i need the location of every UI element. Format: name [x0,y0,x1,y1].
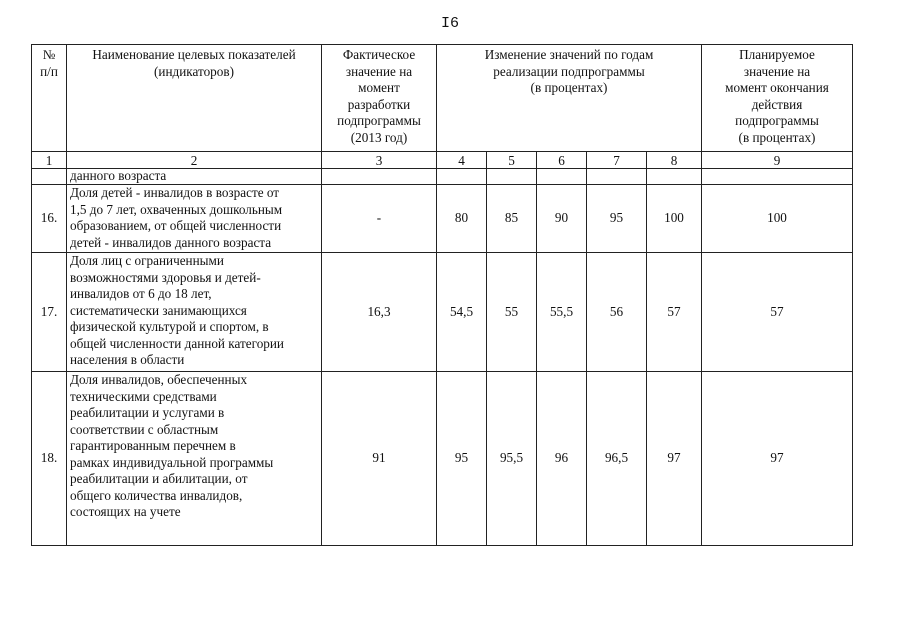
year-value: 96 [537,372,587,546]
column-number: 3 [322,152,437,169]
header-yearly-change: Изменение значений по годам реализации подпрограммы (в процентах) [437,45,702,152]
year-value: 95 [587,185,647,253]
page-number: I6 [441,15,460,32]
year-value: 95 [437,372,487,546]
year-value: 54,5 [437,253,487,372]
year-value: 55 [487,253,537,372]
header-indicator-name: Наименование целевых показателей (индикаторов) [67,45,322,152]
column-number-row [32,152,853,169]
planned-value: 57 [702,253,853,372]
year-value: 95,5 [487,372,537,546]
year-value: 56 [587,253,647,372]
column-number: 1 [32,152,67,169]
actual-value: - [322,185,437,253]
year-value: 80 [437,185,487,253]
indicator-name: Доля детей - инвалидов в возрасте от 1,5 до 7 лет, охваченных дошкольным образованием, от общей численности детей - инвалидов данного возраста [67,185,322,253]
actual-value: 16,3 [322,253,437,372]
year-value: 96,5 [587,372,647,546]
column-number: 4 [437,152,487,169]
year-value: 55,5 [537,253,587,372]
year-value: 100 [647,185,702,253]
planned-value: 100 [702,185,853,253]
row-number: 17. [32,253,67,372]
indicators-table [31,44,853,546]
header-row [32,45,853,152]
table-row [32,372,853,546]
row-number: 16. [32,185,67,253]
table-row [32,253,853,372]
year-value: 57 [647,253,702,372]
header-num: № п/п [32,45,67,152]
row-number: 18. [32,372,67,546]
header-planned-value: Планируемое значение на момент окончания действия подпрограммы (в процентах) [702,45,853,152]
planned-value: 97 [702,372,853,546]
year-value: 90 [537,185,587,253]
column-number: 9 [702,152,853,169]
header-actual-value: Фактическое значение на момент разработки подпрограммы (2013 год) [322,45,437,152]
column-number: 8 [647,152,702,169]
year-value: 97 [647,372,702,546]
column-number: 7 [587,152,647,169]
column-number: 5 [487,152,537,169]
year-value: 85 [487,185,537,253]
continuation-text: данного возраста [67,169,322,185]
indicator-name: Доля лиц с ограниченными возможностями здоровья и детей- инвалидов от 6 до 18 лет, систематически занимающихся физической культурой и спортом, в общей численности данной категории населения в области [67,253,322,372]
column-number: 6 [537,152,587,169]
continuation-row [32,169,853,185]
actual-value: 91 [322,372,437,546]
indicator-name: Доля инвалидов, обеспеченных техническими средствами реабилитации и услугами в соответствии с областным гарантированным перечнем в рамках индивидуальной программы реабилитации и абилитации, от общего количества инвалидов, состоящих на учете [67,372,322,546]
column-number: 2 [67,152,322,169]
table-row [32,185,853,253]
